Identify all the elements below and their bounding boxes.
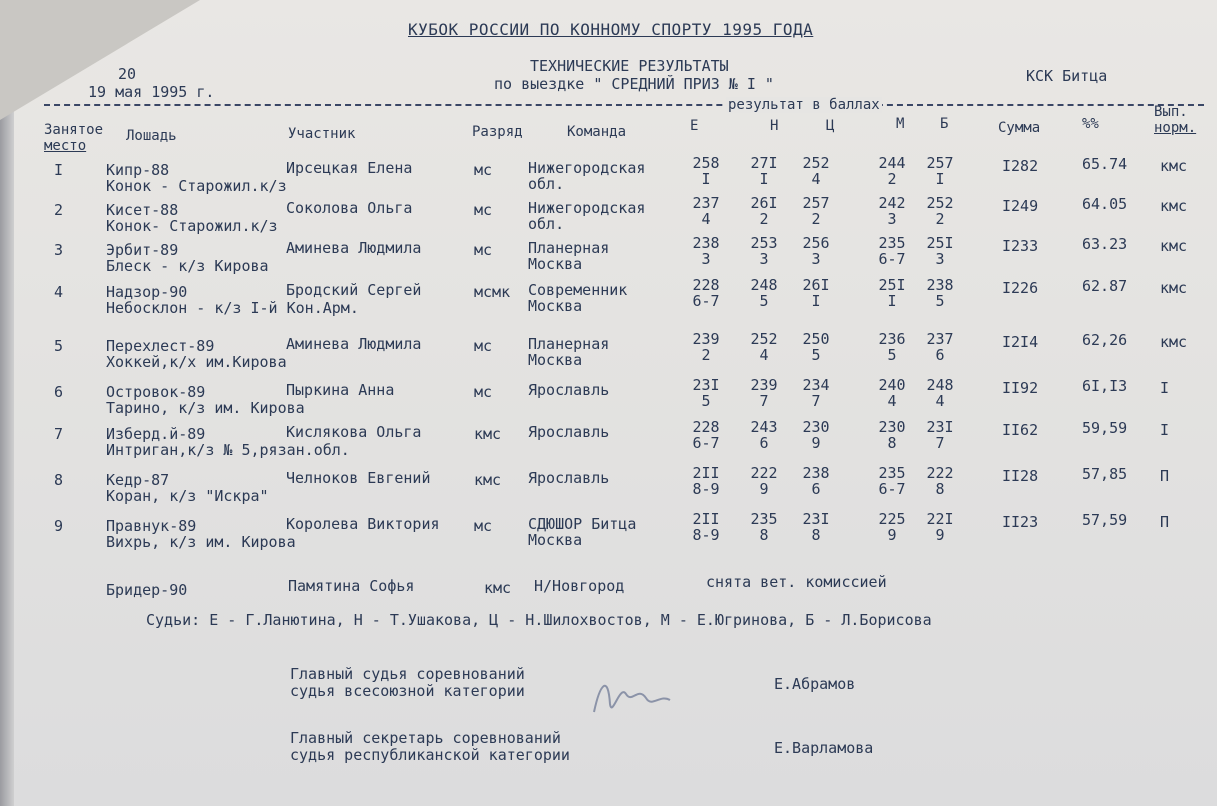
row-score-place: 4: [811, 170, 821, 188]
row-score: 23I: [692, 376, 720, 394]
row-score: 230: [802, 418, 830, 436]
row-score-place: 3: [701, 250, 711, 268]
col-sum: Сумма: [998, 120, 1041, 136]
withdrawn-note: снята вет. комиссией: [706, 573, 887, 591]
result-caption: результат в баллах: [728, 97, 880, 113]
row-place: 9: [54, 517, 64, 535]
row-norm: кмс: [1160, 279, 1188, 297]
header-rule-top: [44, 104, 1204, 106]
row-team-region: Москва: [528, 531, 583, 549]
row-horse: Правнук-89: [106, 517, 197, 535]
row-sum: I226: [1002, 279, 1039, 297]
col-place-line1: Занятое: [44, 122, 104, 138]
row-team: Планерная: [528, 335, 610, 353]
row-score-place: 8: [935, 480, 945, 498]
row-horse-origin: Конок - Старожил.к/з: [106, 177, 287, 195]
row-team: Нижегородская: [528, 159, 646, 177]
row-score-place: 6-7: [692, 434, 720, 452]
row-score: 2II: [692, 464, 720, 482]
row-score-place: 3: [887, 210, 897, 228]
row-score: 225: [878, 510, 906, 528]
row-score: 26I: [750, 194, 778, 212]
row-norm: I: [1160, 379, 1170, 397]
row-percent: 64.05: [1082, 195, 1128, 213]
row-rider: Ирсецкая Елена: [286, 159, 413, 177]
row-place: 3: [54, 241, 64, 259]
row-horse: Кипр-88: [106, 161, 170, 179]
row-horse: Кисет-88: [106, 201, 179, 219]
col-team: Команда: [567, 124, 627, 140]
row-team-region: Москва: [528, 351, 583, 369]
row-norm: кмс: [1160, 157, 1188, 175]
row-norm: П: [1160, 513, 1170, 531]
row-score-place: I: [887, 292, 897, 310]
row-rank: мс: [474, 241, 493, 259]
row-sum: II92: [1002, 379, 1039, 397]
row-score-place: I: [701, 170, 711, 188]
row-horse-origin: Вихрь, к/з им. Кирова: [106, 533, 296, 551]
withdrawn-horse: Бридер-90: [106, 581, 188, 599]
document-title: КУБОК РОССИИ ПО КОННОМУ СПОРТУ 1995 ГОДА: [408, 20, 814, 39]
row-place: 5: [54, 337, 64, 355]
row-score-place: 2: [759, 210, 769, 228]
row-rank: мс: [474, 201, 493, 219]
row-score-place: 2: [811, 210, 821, 228]
row-place: 2: [54, 201, 64, 219]
row-rank: мс: [474, 337, 493, 355]
row-score-place: 6: [811, 480, 821, 498]
row-score: 252: [926, 194, 954, 212]
row-score: 240: [878, 376, 906, 394]
row-score: 243: [750, 418, 778, 436]
chief-secretary-name: Е.Варламова: [774, 739, 874, 757]
row-team-region: обл.: [528, 175, 565, 193]
row-score: 228: [692, 276, 720, 294]
row-horse: Изберд.й-89: [106, 425, 206, 443]
row-score-place: 6-7: [878, 250, 906, 268]
row-score-place: 3: [935, 250, 945, 268]
row-percent: 57,59: [1082, 511, 1128, 529]
row-sum: II62: [1002, 421, 1039, 439]
row-score-place: 6: [935, 346, 945, 364]
row-score: 248: [926, 376, 954, 394]
col-place-line2: место: [44, 138, 87, 154]
row-rider: Бродский Сергей: [286, 281, 422, 299]
row-team-region: обл.: [528, 215, 565, 233]
col-judge-e: Е: [690, 118, 699, 134]
row-sum: I282: [1002, 157, 1039, 175]
row-rank: кмс: [474, 471, 502, 489]
row-horse-origin: Конок- Старожил.к/з: [106, 217, 278, 235]
row-score: 238: [802, 464, 830, 482]
row-rank: мс: [474, 517, 493, 535]
row-score: 22I: [926, 510, 954, 528]
row-score: 250: [802, 330, 830, 348]
row-score-place: 5: [759, 292, 769, 310]
col-judge-c: Ц: [826, 118, 835, 134]
row-rider: Соколова Ольга: [286, 199, 413, 217]
row-horse-origin: Интриган,к/з № 5,рязан.обл.: [106, 441, 350, 459]
withdrawn-rider: Памятина Софья: [288, 577, 415, 595]
row-team: Ярославль: [528, 423, 610, 441]
row-place: 7: [54, 425, 64, 443]
row-score: 257: [802, 194, 830, 212]
row-score: 230: [878, 418, 906, 436]
col-norm-line2: норм.: [1154, 120, 1197, 136]
chief-secretary-category: судья республиканской категории: [290, 746, 570, 764]
row-horse: Островок-89: [106, 383, 206, 401]
row-rank: мс: [474, 383, 493, 401]
row-score-place: 8: [887, 434, 897, 452]
row-team: Ярославль: [528, 381, 610, 399]
row-score-place: 9: [759, 480, 769, 498]
col-norm-line1: Вып.: [1154, 104, 1188, 120]
row-score-place: 8: [759, 526, 769, 544]
row-score: 258: [692, 154, 720, 172]
row-norm: кмс: [1160, 333, 1188, 351]
subtitle-technical-results: ТЕХНИЧЕСКИЕ РЕЗУЛЬТАТЫ: [530, 57, 729, 75]
row-team-region: Москва: [528, 297, 583, 315]
col-horse: Лошадь: [126, 128, 177, 144]
row-score-place: 8-9: [692, 480, 720, 498]
row-percent: 59,59: [1082, 419, 1128, 437]
row-rider: Аминева Людмила: [286, 239, 422, 257]
row-rank: кмс: [474, 425, 502, 443]
row-score-place: 6: [759, 434, 769, 452]
event-date: 19 мая 1995 г.: [88, 83, 215, 101]
row-score-place: 4: [935, 392, 945, 410]
row-score-place: 9: [887, 526, 897, 544]
row-team: Планерная: [528, 239, 610, 257]
row-horse-origin: Блеск - к/з Кирова: [106, 257, 269, 275]
row-horse: Перехлест-89: [106, 337, 215, 355]
row-score: 244: [878, 154, 906, 172]
row-score: 253: [750, 234, 778, 252]
row-score: 228: [692, 418, 720, 436]
row-norm: I: [1160, 421, 1170, 439]
row-norm: кмс: [1160, 237, 1188, 255]
folded-corner: [0, 0, 200, 120]
row-score-place: 3: [759, 250, 769, 268]
event-day: 20: [118, 65, 137, 83]
row-score: 23I: [926, 418, 954, 436]
row-percent: 57,85: [1082, 465, 1128, 483]
row-score: 242: [878, 194, 906, 212]
row-score-place: 5: [701, 392, 711, 410]
row-score-place: 8: [811, 526, 821, 544]
col-rank: Разряд: [472, 124, 523, 140]
row-percent: 65.74: [1082, 155, 1128, 173]
col-judge-b: Б: [940, 116, 949, 132]
col-rider: Участник: [288, 126, 356, 142]
row-percent: 62,26: [1082, 331, 1128, 349]
row-rider: Королева Виктория: [286, 515, 440, 533]
row-score-place: 5: [935, 292, 945, 310]
row-norm: кмс: [1160, 197, 1188, 215]
row-score: 2II: [692, 510, 720, 528]
row-score-place: 2: [935, 210, 945, 228]
chief-judge-title: Главный судья соревнований: [290, 665, 525, 683]
subtitle-event: по выездке " СРЕДНИЙ ПРИЗ № I ": [494, 75, 774, 93]
row-sum: I2I4: [1002, 333, 1039, 351]
row-score: 237: [926, 330, 954, 348]
row-horse: Надзор-90: [106, 283, 188, 301]
row-team: СДЮШОР Битца: [528, 515, 637, 533]
row-score: 234: [802, 376, 830, 394]
row-score: 252: [750, 330, 778, 348]
row-place: I: [54, 161, 64, 179]
row-score: 25I: [926, 234, 954, 252]
row-score-place: 7: [935, 434, 945, 452]
row-score: 26I: [802, 276, 830, 294]
row-score: 257: [926, 154, 954, 172]
row-percent: 63.23: [1082, 235, 1128, 253]
row-score: 252: [802, 154, 830, 172]
row-score-place: 9: [935, 526, 945, 544]
row-rank: мс: [474, 161, 493, 179]
row-sum: II23: [1002, 513, 1039, 531]
row-score: 235: [878, 464, 906, 482]
row-team-region: Москва: [528, 255, 583, 273]
row-rider: Челноков Евгений: [286, 469, 431, 487]
chief-judge-category: судья всесоюзной категории: [290, 682, 525, 700]
row-score: 239: [750, 376, 778, 394]
row-score-place: 8-9: [692, 526, 720, 544]
row-score: 238: [692, 234, 720, 252]
row-score: 222: [926, 464, 954, 482]
withdrawn-rank: кмс: [484, 579, 512, 597]
row-sum: I233: [1002, 237, 1039, 255]
row-rider: Пыркина Анна: [286, 381, 395, 399]
chief-judge-name: Е.Абрамов: [774, 675, 856, 693]
row-score: 248: [750, 276, 778, 294]
event-venue: КСК Битца: [1026, 67, 1108, 85]
row-sum: I249: [1002, 197, 1039, 215]
col-percent: %%: [1082, 116, 1099, 132]
row-rider: Кислякова Ольга: [286, 423, 422, 441]
page-edge-shadow: [0, 0, 14, 806]
row-score-place: 2: [887, 170, 897, 188]
row-score-place: 9: [811, 434, 821, 452]
row-score-place: I: [935, 170, 945, 188]
row-norm: П: [1160, 467, 1170, 485]
row-score-place: 4: [759, 346, 769, 364]
row-sum: II28: [1002, 467, 1039, 485]
row-place: 6: [54, 383, 64, 401]
row-horse-origin: Небосклон - к/з I-й Кон.Арм.: [106, 299, 359, 317]
row-score: 239: [692, 330, 720, 348]
row-score: 25I: [878, 276, 906, 294]
row-score-place: 3: [811, 250, 821, 268]
row-score: 238: [926, 276, 954, 294]
row-score: 235: [878, 234, 906, 252]
row-score-place: 6-7: [878, 480, 906, 498]
row-score-place: I: [811, 292, 821, 310]
col-judge-n: Н: [770, 118, 779, 134]
row-percent: 6I,I3: [1082, 377, 1128, 395]
col-judge-m: М: [896, 116, 905, 132]
chief-secretary-title: Главный секретарь соревнований: [290, 729, 561, 747]
row-score-place: 2: [701, 346, 711, 364]
row-score: 23I: [802, 510, 830, 528]
row-team: Современник: [528, 281, 628, 299]
row-score-place: 5: [887, 346, 897, 364]
row-score-place: 4: [701, 210, 711, 228]
row-score: 236: [878, 330, 906, 348]
row-score: 237: [692, 194, 720, 212]
row-score-place: 6-7: [692, 292, 720, 310]
row-horse-origin: Хоккей,к/х им.Кирова: [106, 353, 287, 371]
row-horse-origin: Тарино, к/з им. Кирова: [106, 399, 305, 417]
row-horse-origin: Коран, к/з "Искра": [106, 487, 269, 505]
row-horse: Эрбит-89: [106, 241, 179, 259]
row-horse: Кедр-87: [106, 471, 170, 489]
row-score: 222: [750, 464, 778, 482]
row-score: 256: [802, 234, 830, 252]
row-score: 235: [750, 510, 778, 528]
row-rider: Аминева Людмила: [286, 335, 422, 353]
row-score: 27I: [750, 154, 778, 172]
row-team: Нижегородская: [528, 199, 646, 217]
row-score-place: I: [759, 170, 769, 188]
row-score-place: 7: [759, 392, 769, 410]
row-place: 8: [54, 471, 64, 489]
judges-list: Судьи: Е - Г.Ланютина, Н - Т.Ушакова, Ц - Н.Шилохвостов, М - Е.Югринова, Б - Л.Борисова: [146, 611, 932, 629]
row-score-place: 7: [811, 392, 821, 410]
row-percent: 62.87: [1082, 277, 1128, 295]
signature-scribble: [586, 664, 676, 724]
withdrawn-team: Н/Новгород: [534, 577, 625, 595]
row-team: Ярославль: [528, 469, 610, 487]
row-rank: мсмк: [474, 283, 511, 301]
row-score-place: 5: [811, 346, 821, 364]
row-score-place: 4: [887, 392, 897, 410]
row-place: 4: [54, 283, 64, 301]
